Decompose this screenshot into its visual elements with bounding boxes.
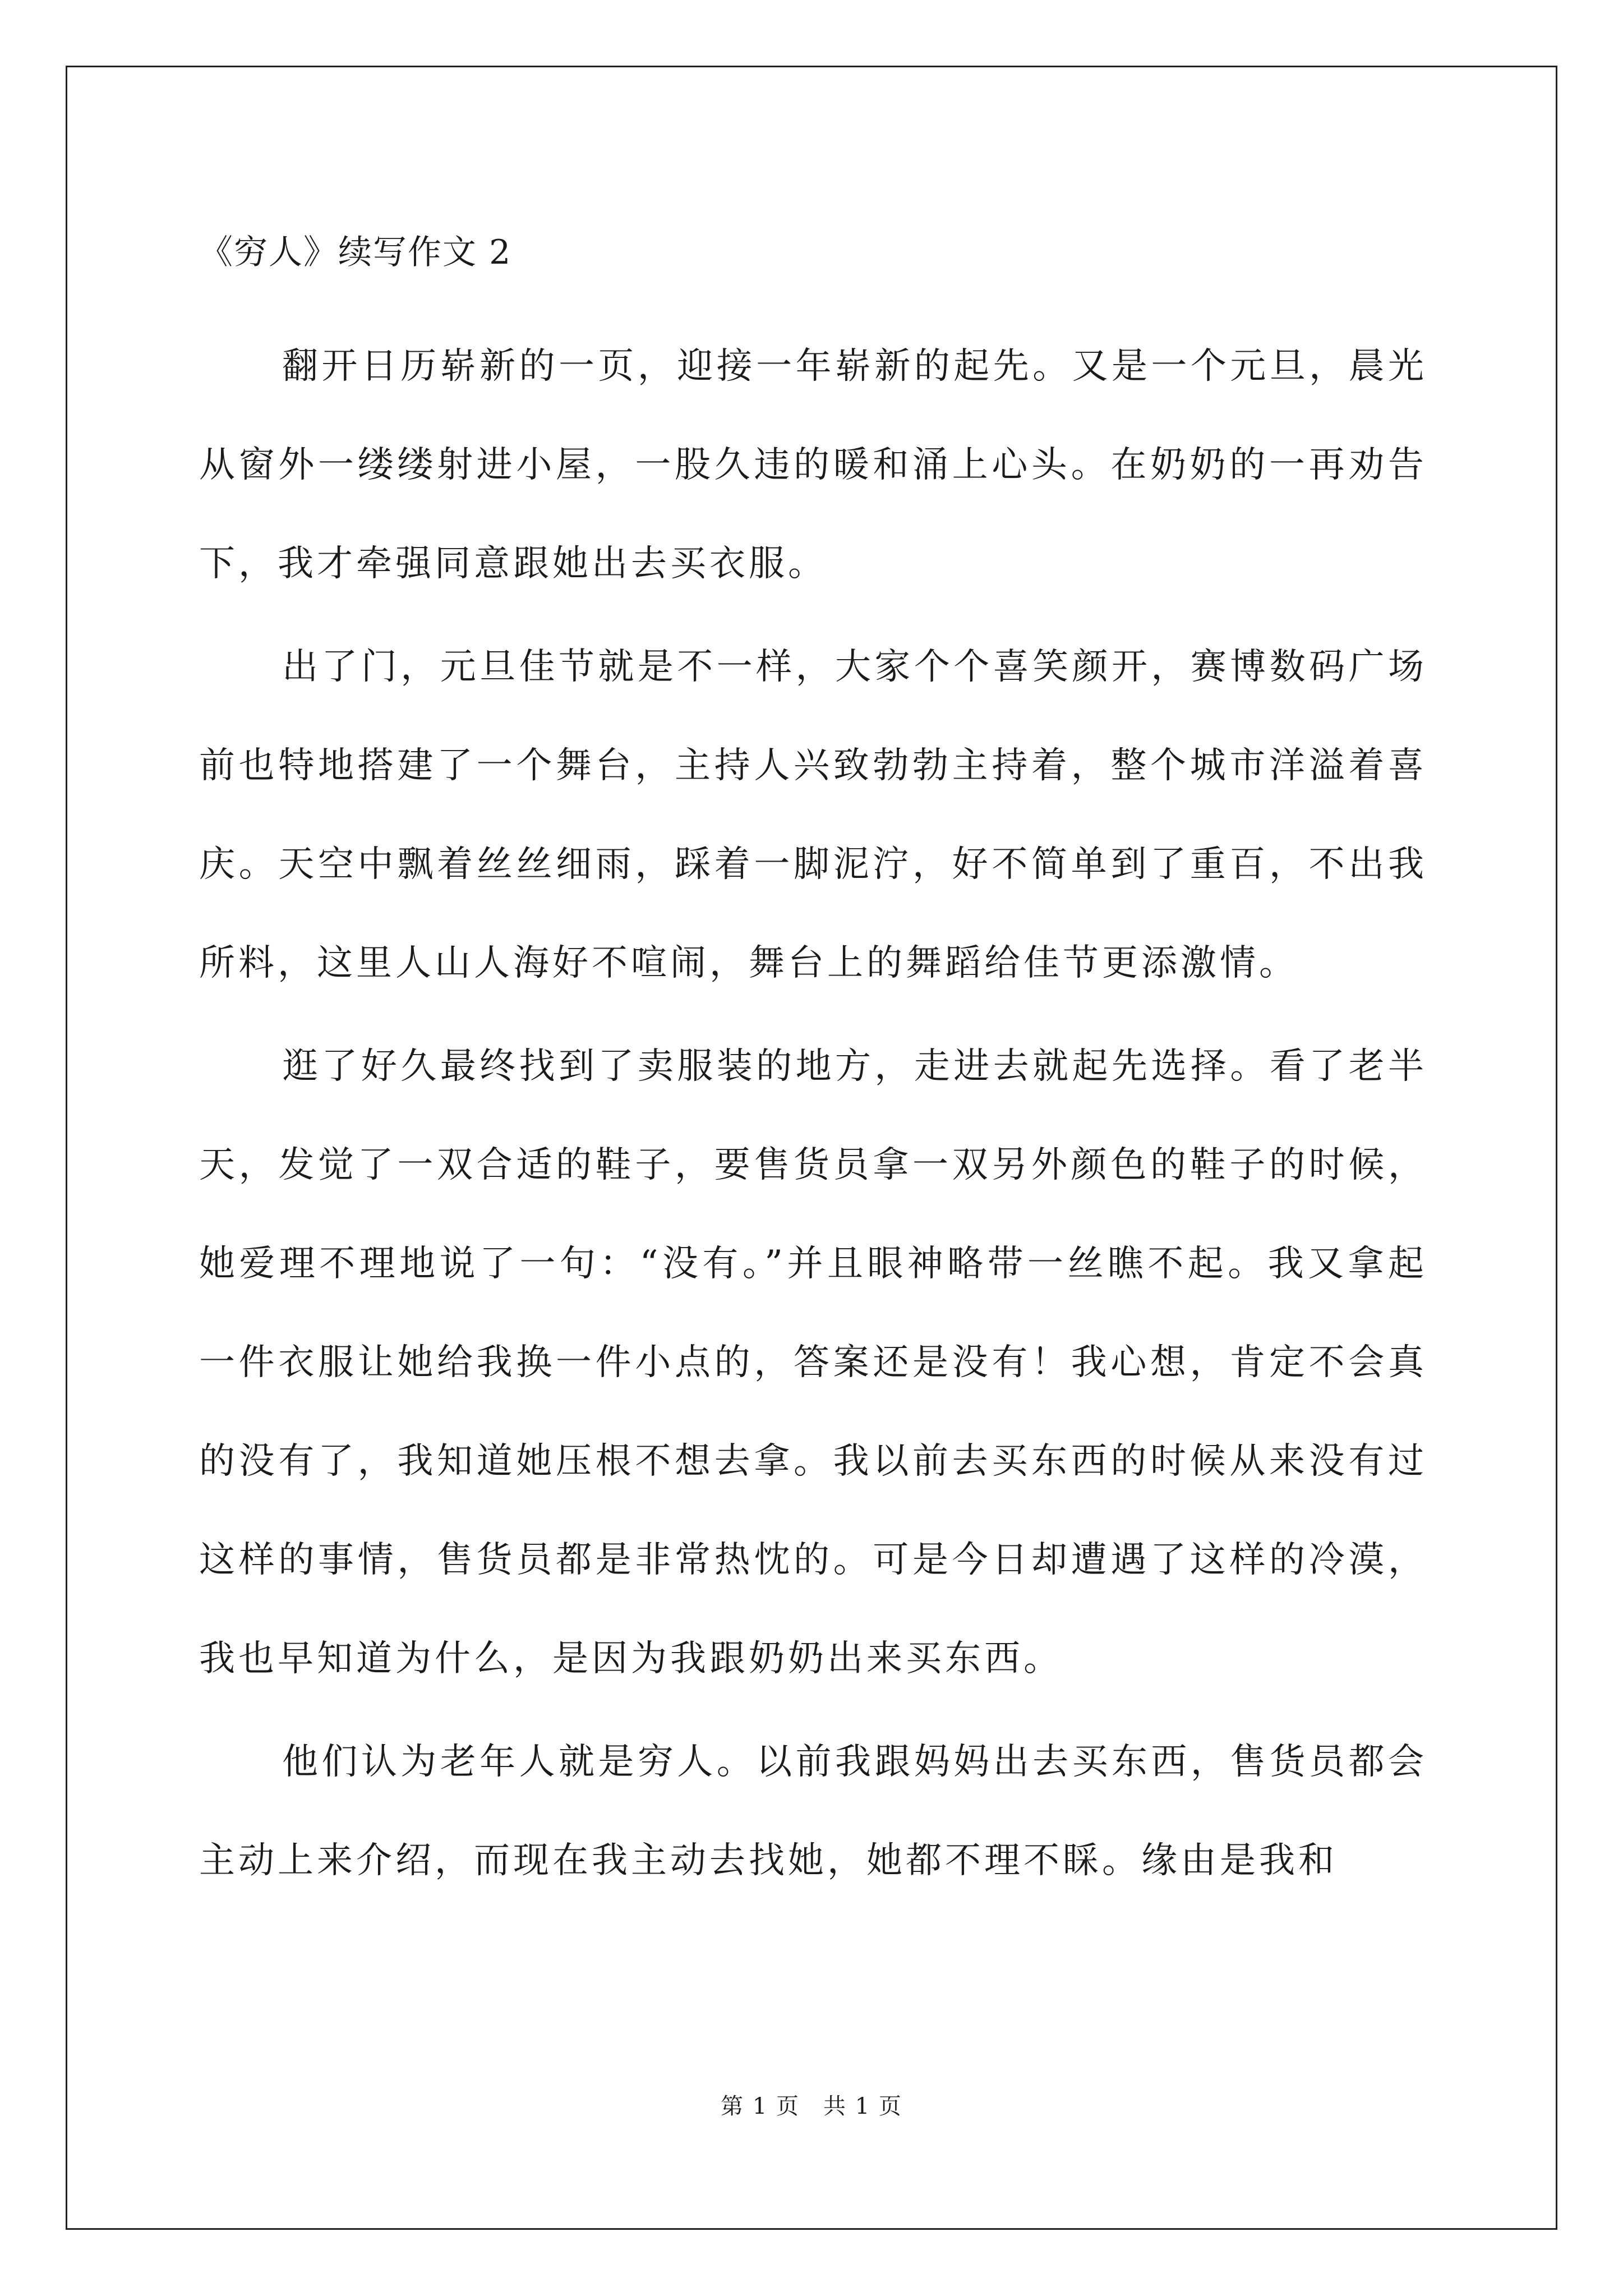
page-footer: 第 1 页 共 1 页	[721, 2093, 902, 2119]
paragraph-3: 逛了好久最终找到了卖服装的地方，走进去就起先选择。看了老半天，发觉了一双合适的鞋子，要售货员拿一双另外颜色的鞋子的时候，她爱理不理地说了一句：“没有。”并且眼神略带一丝瞧不起。我又拿起一件衣服让她给我换一件小点的，答案还是没有！我心想，肯定不会真的没有了，我知道她压根不想去拿。我以前去买东西的时候从来没有过这样的事情，售货员都是非常热忱的。可是今日却遭遇了这样的冷漠，我也早知道为什么，是因为我跟奶奶出来买东西。	[199, 1046, 1427, 1680]
document-title: 《穷人》续写作文 2	[199, 233, 512, 272]
paragraph-2: 出了门，元旦佳节就是不一样，大家个个喜笑颜开，赛博数码广场前也特地搭建了一个舞台，主持人兴致勃勃主持着，整个城市洋溢着喜庆。天空中飘着丝丝细雨，踩着一脚泥泞，好不简单到了重百，不出我所料，这里人山人海好不喧闹，舞台上的舞蹈给佳节更添激情。	[199, 646, 1427, 984]
paragraph-1: 翻开日历崭新的一页，迎接一年崭新的起先。又是一个元旦，晨光从窗外一缕缕射进小屋，一股久违的暖和涌上心头。在奶奶的一再劝告下，我才牵强同意跟她出去买衣服。	[199, 346, 1427, 585]
paragraph-4: 他们认为老年人就是穷人。以前我跟妈妈出去买东西，售货员都会主动上来介绍，而现在我主动去找她，她都不理不睬。缘由是我和	[199, 1741, 1427, 1881]
document-body	[199, 227, 1427, 1915]
